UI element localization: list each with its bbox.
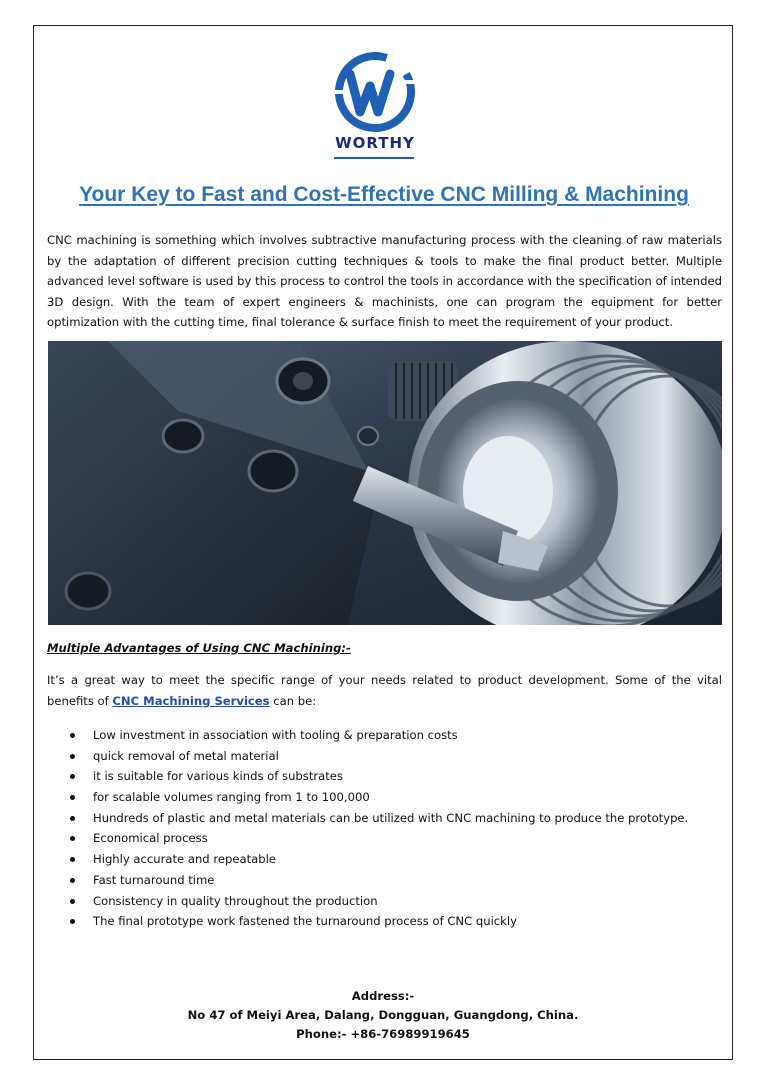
bullet-icon [70,857,75,862]
list-item [70,808,710,829]
cnc-machining-photo [48,341,722,625]
list-item-text: The final prototype work fastened the turnaround process of CNC quickly [93,914,517,929]
bullet-icon [70,754,75,759]
advantages-intro-suffix: can be: [269,694,317,708]
logo-emblem [320,50,430,134]
cnc-machining-services-link[interactable]: CNC Machining Services [112,694,270,708]
list-item-text: Economical process [93,831,208,846]
bullet-icon [70,816,75,821]
list-item-text: Hundreds of plastic and metal materials can be utilized with CNC machining to produce the prototype. [93,810,689,825]
advantages-intro-text: It’s a great way to meet the specific range of your needs related to product development. Some of the vital benefits of [47,673,722,708]
list-item-text: Low investment in association with tooling & preparation costs [93,728,458,742]
list-item-text: quick removal of metal material [93,748,279,763]
bullet-icon [70,878,75,883]
phone-line: Phone:- +86-76989919645 [296,1027,470,1041]
list-item [70,766,710,787]
advantages-heading: Multiple Advantages of Using CNC Machining:- [47,641,351,655]
benefits-list [70,725,710,932]
photo-illustration [48,341,722,625]
logo-wordmark: WORTHY [335,134,415,152]
list-item-text: Consistency in quality throughout the production [93,893,378,908]
list-item-text: Highly accurate and repeatable [93,852,276,867]
list-item [70,891,710,912]
intro-paragraph: CNC machining is something which involves subtractive manufacturing process with the cleaning of raw materials by the adaptation of different precision cutting techniques & tools to make the final product better. Multiple advanced level software is used by this process to control the tools in accordance with the specification of intended 3D design. With the team of expert engineers & machinists, one can program the equipment for better optimization with the cutting time, final tolerance & surface finish to meet the requirement of your product. [47,233,722,330]
list-item [70,870,710,891]
company-logo [320,50,440,162]
list-item [70,746,710,767]
address-label: Address:- [351,989,415,1003]
bullet-icon [70,733,75,738]
bullet-icon [70,795,75,800]
list-item-text: Fast turnaround time [93,872,215,887]
list-item [70,849,710,870]
bullet-icon [70,774,75,779]
logo-underline [334,157,414,159]
advantages-intro [47,670,722,712]
list-item [70,911,710,932]
page-title: Your Key to Fast and Cost-Effective CNC Milling & Machining [79,183,689,206]
list-item [70,725,710,746]
list-item [70,787,710,808]
list-item-text: for scalable volumes ranging from 1 to 100,000 [93,790,370,805]
list-item-text: it is suitable for various kinds of substrates [93,769,343,784]
bullet-icon [70,919,75,924]
address-line: No 47 of Meiyi Area, Dalang, Dongguan, Guangdong, China. [187,1008,579,1022]
bullet-icon [70,899,75,904]
address-block [33,987,733,1044]
list-item [70,828,710,849]
bullet-icon [70,836,75,841]
